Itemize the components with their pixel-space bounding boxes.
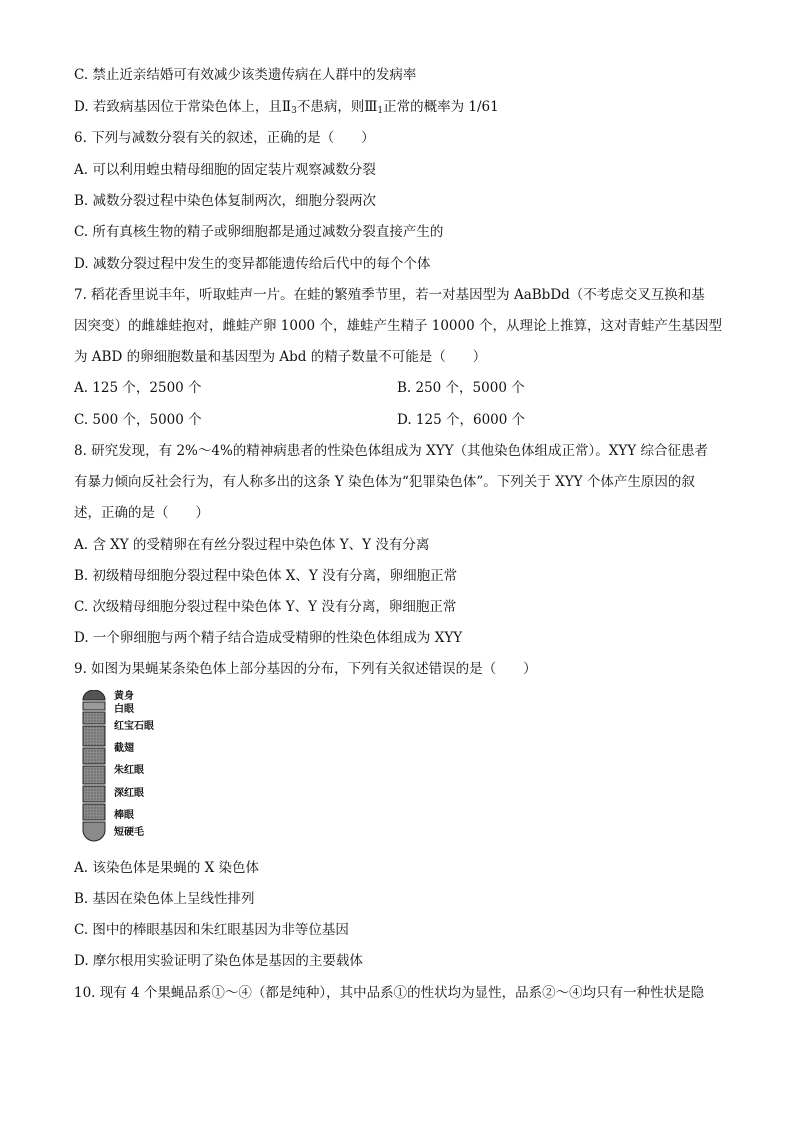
gene-label-3: 红宝石眼 xyxy=(114,721,154,732)
q6-option-c: C. 所有真核生物的精子或卵细胞都是通过减数分裂直接产生的 xyxy=(74,224,444,240)
q8-stem-line3: 述，正确的是（ ） xyxy=(74,505,209,521)
band-6 xyxy=(83,786,105,802)
q5-option-c: C. 禁止近亲结婚可有效减少该类遗传病在人群中的发病率 xyxy=(74,67,417,83)
chromosome-diagram xyxy=(82,690,106,842)
q7-option-b: B. 250 个，5000 个 xyxy=(397,380,525,396)
chromosome-bottom-cap xyxy=(83,822,105,841)
q8-option-d: D. 一个卵细胞与两个精子结合造成受精卵的性染色体组成为 XYY xyxy=(74,630,463,646)
band-7 xyxy=(83,804,105,820)
q6-option-d: D. 减数分裂过程中发生的变异都能遗传给后代中的每个个体 xyxy=(74,256,431,272)
gene-label-6: 深红眼 xyxy=(114,788,144,799)
band-1 xyxy=(83,702,105,710)
q7-stem-line2: 因突变）的雌雄蛙抱对，雌蛙产卵 1000 个，雄蛙产生精子 10000 个，从理论上推算，这对青蛙产生基因型 xyxy=(74,318,722,334)
q7-option-c: C. 500 个，5000 个 xyxy=(74,412,202,428)
q8-option-c: C. 次级精母细胞分裂过程中染色体 Y、Y 没有分离，卵细胞正常 xyxy=(74,599,457,615)
q7-stem-line1: 7. 稻花香里说丰年，听取蛙声一片。在蛙的繁殖季节里，若一对基因型为 AaBbDd（不考虑交叉互换和基 xyxy=(74,287,705,303)
gene-label-8: 短硬毛 xyxy=(114,827,144,838)
q10-stem-line1: 10. 现有 4 个果蝇品系①～④（都是纯种），其中品系①的性状均为显性，品系②～④均只有一种性状是隐 xyxy=(74,985,705,1001)
q8-option-a: A. 含 XY 的受精卵在有丝分裂过程中染色体 Y、Y 没有分离 xyxy=(74,537,430,553)
band-4 xyxy=(83,748,105,764)
band-2 xyxy=(83,712,105,724)
gene-label-4: 截翅 xyxy=(114,743,134,754)
q6-stem: 6. 下列与减数分裂有关的叙述，正确的是（ ） xyxy=(74,130,375,146)
q9-option-c: C. 图中的棒眼基因和朱红眼基因为非等位基因 xyxy=(74,922,349,938)
gene-label-7: 棒眼 xyxy=(114,810,134,821)
q5-option-d: D. 若致病基因位于常染色体上，且$Ⅱ_3$不患病，则$Ⅲ_1$正常的概率为 1/61 xyxy=(74,99,499,116)
q7-option-a: A. 125 个，2500 个 xyxy=(74,380,202,396)
gene-label-5: 朱红眼 xyxy=(114,765,144,776)
q9-option-d: D. 摩尔根用实验证明了染色体是基因的主要载体 xyxy=(74,953,363,969)
q7-option-d: D. 125 个，6000 个 xyxy=(397,412,526,428)
q8-stem-line1: 8. 研究发现，有 2%～4%的精神病患者的性染色体组成为 XYY（其他染色体组成正常）。XYY 综合征患者 xyxy=(74,443,708,459)
q9-option-a: A. 该染色体是果蝇的 X 染色体 xyxy=(74,860,260,876)
q7-stem-line3: 为 ABD 的卵细胞数量和基因型为 Abd 的精子数量不可能是（ ） xyxy=(74,349,487,365)
q9-stem: 9. 如图为果蝇某条染色体上部分基因的分布，下列有关叙述错误的是（ ） xyxy=(74,661,537,677)
q9-option-b: B. 基因在染色体上呈线性排列 xyxy=(74,891,255,907)
gene-label-2: 白眼 xyxy=(114,704,134,715)
q6-option-a: A. 可以利用蝗虫精母细胞的固定装片观察减数分裂 xyxy=(74,162,376,178)
q8-option-b: B. 初级精母细胞分裂过程中染色体 X、Y 没有分离，卵细胞正常 xyxy=(74,568,458,584)
band-5 xyxy=(83,766,105,784)
q8-stem-line2: 有暴力倾向反社会行为，有人称多出的这条 Y 染色体为“犯罪染色体”。下列关于 XYY 个体产生原因的叙 xyxy=(74,474,695,490)
band-3 xyxy=(83,726,105,746)
chromosome-top-cap xyxy=(83,690,105,700)
q6-option-b: B. 减数分裂过程中染色体复制两次，细胞分裂两次 xyxy=(74,193,377,209)
gene-label-1: 黄身 xyxy=(114,691,134,702)
